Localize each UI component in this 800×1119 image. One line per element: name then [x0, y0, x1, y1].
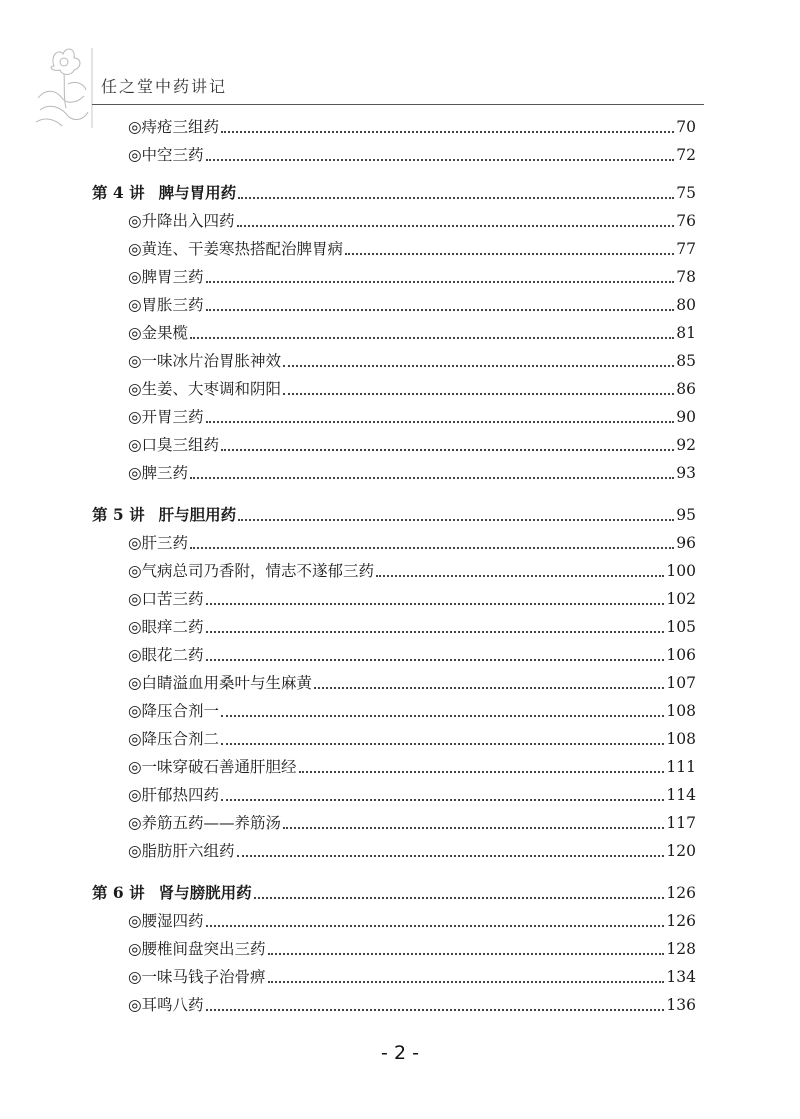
toc-entry: [128, 700, 696, 722]
toc-entry: [128, 966, 696, 988]
dot-leader: [221, 799, 664, 801]
page-reference: 106: [666, 646, 696, 664]
toc-entry: [128, 560, 696, 582]
entry-label: ◎金果榄: [128, 324, 189, 342]
entry-label: ◎生姜、大枣调和阴阳: [128, 380, 282, 398]
entry-label: ◎养筋五药——养筋汤: [128, 814, 282, 832]
toc-entry: [128, 910, 696, 932]
page-reference: 80: [676, 296, 696, 314]
toc-entry: [128, 116, 696, 138]
page-reference: 128: [666, 940, 696, 958]
toc-entry: [128, 812, 696, 834]
dot-leader: [206, 309, 675, 311]
toc-entry: [128, 994, 696, 1016]
entry-label: ◎降压合剂一: [128, 702, 220, 720]
dot-leader: [238, 519, 674, 521]
entry-label: ◎脾三药: [128, 464, 189, 482]
page-reference: 105: [666, 618, 696, 636]
page-reference: 108: [666, 702, 696, 720]
dot-leader: [299, 771, 665, 773]
page-reference: 100: [666, 562, 696, 580]
page-reference: 85: [676, 352, 696, 370]
toc-chapter: [92, 882, 696, 904]
page-reference: 86: [676, 380, 696, 398]
dot-leader: [190, 547, 674, 549]
toc-entry: [128, 938, 696, 960]
toc-entry: [128, 144, 696, 166]
page-reference: 117: [666, 814, 696, 832]
page-number: - 2 -: [381, 1042, 419, 1064]
entry-label: ◎口臭三组药: [128, 436, 220, 454]
toc-entry: [128, 350, 696, 372]
toc-entry: [128, 728, 696, 750]
entry-label: ◎口苦三药: [128, 590, 204, 608]
toc-entry: [128, 266, 696, 288]
entry-label: ◎白睛溢血用桑叶与生麻黄: [128, 674, 313, 692]
dot-leader: [268, 953, 665, 955]
dot-leader: [283, 393, 674, 395]
dot-leader: [283, 827, 664, 829]
entry-label: ◎耳鸣八药: [128, 996, 204, 1014]
toc-entry: [128, 434, 696, 456]
chapter-title: 肝与胆用药: [158, 505, 237, 524]
page-reference: 70: [676, 118, 696, 136]
chapter-number: 第 5 讲: [92, 505, 145, 524]
page-reference: 95: [676, 506, 696, 524]
dot-leader: [190, 477, 674, 479]
book-title: 任之堂中药讲记: [101, 77, 228, 96]
dot-leader: [376, 575, 664, 577]
dot-leader: [221, 743, 664, 745]
page-reference: 72: [676, 146, 696, 164]
entry-label: ◎胃胀三药: [128, 296, 204, 314]
page-reference: 81: [676, 324, 696, 342]
chapter-title: 肾与膀胱用药: [158, 883, 252, 902]
dot-leader: [206, 631, 665, 633]
dot-leader: [314, 687, 664, 689]
toc-entry: [128, 238, 696, 260]
dot-leader: [283, 365, 674, 367]
dot-leader: [206, 603, 665, 605]
entry-label: ◎脾胃三药: [128, 268, 204, 286]
chapter-number: 第 6 讲: [92, 883, 145, 902]
dot-leader: [238, 197, 674, 199]
page-reference: 92: [676, 436, 696, 454]
toc-entry: [128, 378, 696, 400]
entry-label: ◎痔疮三组药: [128, 118, 220, 136]
toc-entry: [128, 462, 696, 484]
dot-leader: [221, 449, 674, 451]
page-reference: 75: [676, 184, 696, 202]
dot-leader: [237, 225, 675, 227]
page-reference: 93: [676, 464, 696, 482]
toc-entry: [128, 616, 696, 638]
page-reference: 134: [666, 968, 696, 986]
dot-leader: [206, 421, 675, 423]
entry-label: ◎中空三药: [128, 146, 204, 164]
page-reference: 78: [676, 268, 696, 286]
toc-entry: [128, 294, 696, 316]
chapter-number: 第 4 讲: [92, 183, 145, 202]
page-reference: 111: [666, 758, 696, 776]
entry-label: ◎黄连、干姜寒热搭配治脾胃病: [128, 240, 344, 258]
toc-entry: [128, 840, 696, 862]
toc-entry: [128, 644, 696, 666]
entry-label: ◎一味穿破石善通肝胆经: [128, 758, 297, 776]
toc-chapter: [92, 182, 696, 204]
toc-entry: [128, 672, 696, 694]
header-divider: [92, 104, 704, 105]
page-reference: 108: [666, 730, 696, 748]
dot-leader: [206, 925, 665, 927]
entry-label: ◎腰椎间盘突出三药: [128, 940, 266, 958]
page-reference: 77: [676, 240, 696, 258]
chapter-title: 脾与胃用药: [158, 183, 237, 202]
page-reference: 96: [676, 534, 696, 552]
toc-entry: [128, 210, 696, 232]
toc-chapter: [92, 504, 696, 526]
dot-leader: [206, 659, 665, 661]
dot-leader: [221, 715, 664, 717]
dot-leader: [237, 855, 665, 857]
entry-label: ◎肝郁热四药: [128, 786, 220, 804]
entry-label: ◎脂肪肝六组药: [128, 842, 235, 860]
page-reference: 126: [666, 884, 696, 902]
entry-label: ◎眼痒二药: [128, 618, 204, 636]
dot-leader: [268, 981, 665, 983]
entry-label: ◎眼花二药: [128, 646, 204, 664]
page-reference: 114: [666, 786, 696, 804]
entry-label: ◎降压合剂二: [128, 730, 220, 748]
entry-label: ◎肝三药: [128, 534, 189, 552]
dot-leader: [206, 281, 675, 283]
page-reference: 136: [666, 996, 696, 1014]
entry-label: ◎一味冰片治胃胀神效: [128, 352, 282, 370]
toc-entry: [128, 756, 696, 778]
dot-leader: [345, 253, 674, 255]
toc-entry: [128, 406, 696, 428]
lotus-logo-icon: [32, 38, 94, 130]
dot-leader: [206, 159, 675, 161]
dot-leader: [254, 897, 665, 899]
toc-entry: [128, 588, 696, 610]
toc-entry: [128, 532, 696, 554]
dot-leader: [190, 337, 674, 339]
page-reference: 76: [676, 212, 696, 230]
dot-leader: [206, 1009, 665, 1011]
toc-entry: [128, 784, 696, 806]
page-reference: 107: [666, 674, 696, 692]
entry-label: ◎腰湿四药: [128, 912, 204, 930]
toc-entry: [128, 322, 696, 344]
page-reference: 120: [666, 842, 696, 860]
dot-leader: [221, 131, 674, 133]
entry-label: ◎升降出入四药: [128, 212, 235, 230]
entry-label: ◎开胃三药: [128, 408, 204, 426]
entry-label: ◎气病总司乃香附，情志不遂郁三药: [128, 562, 375, 580]
entry-label: ◎一味马钱子治骨痹: [128, 968, 266, 986]
page-reference: 102: [666, 590, 696, 608]
page-reference: 90: [676, 408, 696, 426]
page-reference: 126: [666, 912, 696, 930]
